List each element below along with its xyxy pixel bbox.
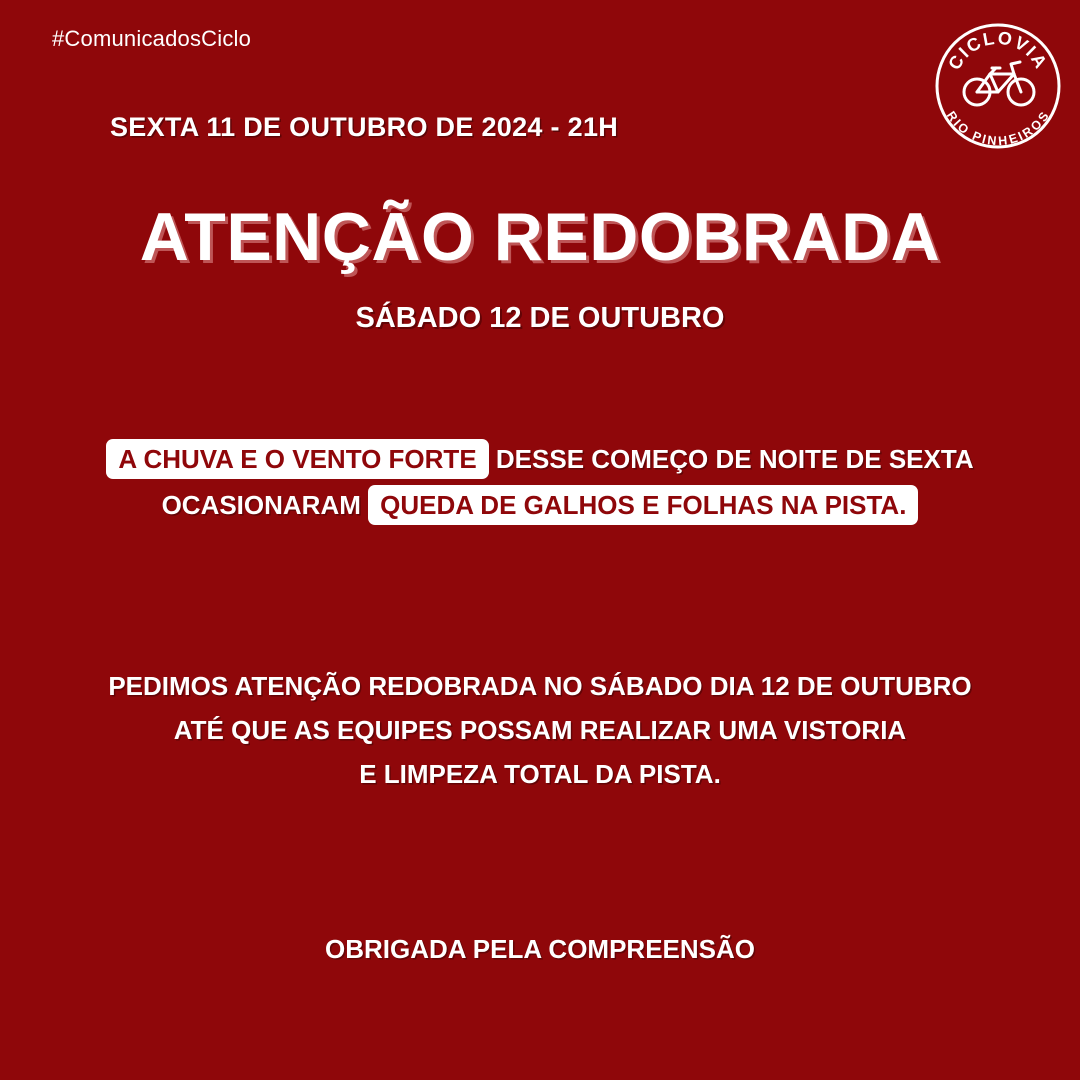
logo-bottom-text: RIO PINHEIROS: [943, 108, 1053, 148]
paragraph-1-line-1-rest: DESSE COMEÇO DE NOITE DE SEXTA: [495, 444, 974, 474]
bicycle-icon: [964, 62, 1034, 105]
paragraph-2-line-2: ATÉ QUE AS EQUIPES POSSAM REALIZAR UMA VISTORIA: [173, 715, 907, 745]
paragraph-2-line-1: PEDIMOS ATENÇÃO REDOBRADA NO SÁBADO DIA 12 DE OUTUBRO: [108, 671, 972, 701]
logo-top-text: CICLOVIA: [944, 27, 1052, 74]
ciclovia-logo: [934, 22, 1062, 150]
paragraph-2-line-3: E LIMPEZA TOTAL DA PISTA.: [359, 759, 721, 789]
hashtag: #ComunicadosCiclo: [52, 26, 252, 51]
date-line: SEXTA 11 DE OUTUBRO DE 2024 - 21H: [110, 112, 619, 142]
paragraph-1-line-2: [0, 482, 1080, 528]
closing-message: OBRIGADA PELA COMPREENSÃO: [325, 934, 755, 964]
headline: ATENÇÃO REDOBRADA: [139, 199, 941, 275]
highlight-chuva-vento: A CHUVA E O VENTO FORTE: [106, 439, 488, 479]
paragraph-2: [0, 664, 1080, 796]
subhead: SÁBADO 12 DE OUTUBRO: [355, 302, 725, 334]
paragraph-1: [0, 436, 1080, 528]
paragraph-1-line-2-start: OCASIONARAM: [161, 490, 361, 520]
highlight-queda-galhos: QUEDA DE GALHOS E FOLHAS NA PISTA.: [368, 485, 918, 525]
paragraph-1-line-1: [0, 436, 1080, 482]
